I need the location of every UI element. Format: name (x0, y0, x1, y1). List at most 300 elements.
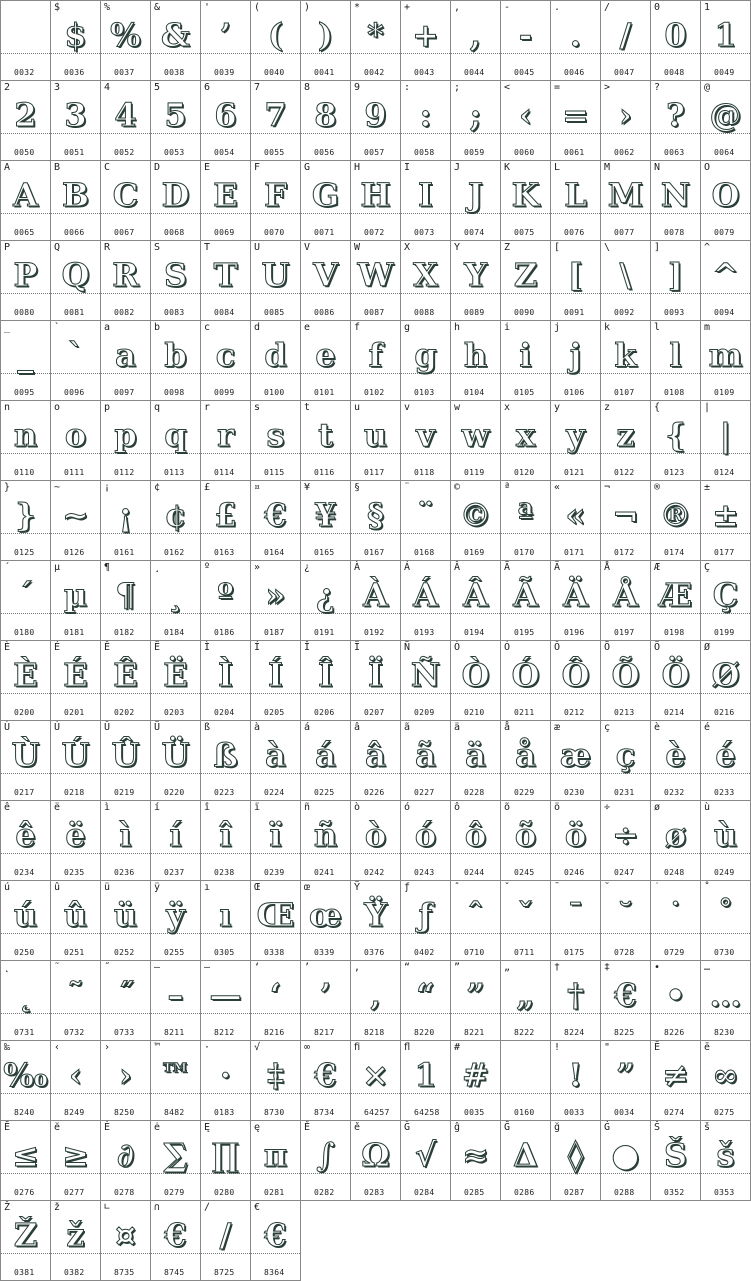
glyph-preview: w (461, 416, 490, 454)
glyph-character-label: ﬂ (404, 1042, 411, 1053)
glyph-code: 0119 (464, 468, 485, 477)
glyph-character-label: Ÿ (354, 882, 361, 893)
glyph-preview: c (215, 336, 236, 374)
glyph-character-label: ç (604, 722, 611, 733)
glyph-code: 0338 (264, 948, 285, 957)
glyph-character-label: ® (654, 482, 661, 493)
glyph-character-label: o (54, 402, 61, 413)
glyph-preview: Ù (11, 736, 40, 774)
glyph-code: 64258 (414, 1108, 440, 1117)
glyph-character-label: Ĝ (404, 1122, 411, 1133)
glyph-code: 0123 (664, 468, 685, 477)
glyph-preview: Ÿ (364, 896, 387, 934)
glyph-code: 8226 (664, 1028, 685, 1037)
glyph-preview: - (518, 16, 533, 54)
glyph-character-label: Õ (604, 642, 611, 653)
glyph-preview: * (367, 16, 384, 54)
glyph-character-label: – (154, 962, 161, 973)
glyph-code: 0038 (164, 68, 185, 77)
glyph-cell (301, 1121, 351, 1201)
glyph-preview: f (368, 336, 383, 374)
glyph-cell (651, 481, 701, 561)
glyph-preview: ú (13, 896, 38, 934)
glyph-preview: ∏ (212, 1136, 239, 1174)
glyph-character-label: . (554, 2, 561, 13)
glyph-code: 8250 (114, 1108, 135, 1117)
glyph-code: 0037 (114, 68, 135, 77)
glyph-code: 0216 (714, 708, 735, 717)
glyph-cell (651, 321, 701, 401)
glyph-cell (101, 1121, 151, 1201)
glyph-preview: T (213, 256, 238, 294)
glyph-character-label: È (4, 642, 11, 653)
glyph-character-label: % (104, 2, 111, 13)
glyph-cell (551, 641, 601, 721)
glyph-character-label: » (254, 562, 261, 573)
glyph-cell (651, 801, 701, 881)
glyph-preview: E (213, 176, 238, 214)
glyph-cell (101, 1201, 151, 1281)
glyph-code: 0064 (714, 148, 735, 157)
glyph-cell (151, 161, 201, 241)
glyph-preview: q (164, 416, 187, 454)
glyph-preview: | (719, 416, 732, 454)
glyph-code: 0032 (14, 68, 35, 77)
glyph-character-label: q (154, 402, 161, 413)
glyph-character-label: X (404, 242, 411, 253)
glyph-cell (51, 961, 101, 1041)
glyph-preview: 8 (314, 96, 337, 134)
glyph-cell (1, 881, 51, 961)
glyph-cell (51, 1201, 101, 1281)
glyph-preview: 5 (164, 96, 187, 134)
glyph-cell (601, 801, 651, 881)
glyph-preview: ` (67, 336, 84, 374)
glyph-code: 0118 (414, 468, 435, 477)
glyph-cell (651, 641, 701, 721)
glyph-character-label: Ñ (404, 642, 411, 653)
glyph-code: 0181 (64, 628, 85, 637)
glyph-preview: % (110, 16, 141, 54)
glyph-preview: ? (666, 96, 685, 134)
glyph-character-label: — (204, 962, 211, 973)
glyph-code: 0305 (214, 948, 235, 957)
glyph-code: 0162 (164, 548, 185, 557)
glyph-preview: ß (213, 736, 238, 774)
glyph-code: 0116 (314, 468, 335, 477)
glyph-character-label: Ê (104, 642, 111, 653)
glyph-code: 0210 (464, 708, 485, 717)
glyph-preview: ® (659, 496, 692, 534)
glyph-character-label: J (454, 162, 461, 173)
glyph-cell (201, 481, 251, 561)
glyph-code: 0255 (164, 948, 185, 957)
glyph-preview: ≈ (462, 1136, 489, 1174)
glyph-character-label: m (704, 322, 711, 333)
glyph-cell (1, 481, 51, 561)
glyph-cell (601, 161, 651, 241)
glyph-code: 0104 (464, 388, 485, 397)
glyph-code: 0084 (214, 308, 235, 317)
glyph-character-label: ˇ (504, 882, 511, 893)
glyph-preview: Ì (218, 656, 233, 694)
glyph-character-label: ¡ (104, 482, 111, 493)
glyph-preview: ª (517, 496, 534, 534)
glyph-cell (351, 641, 401, 721)
glyph-code: 8224 (564, 1028, 585, 1037)
glyph-cell (501, 1121, 551, 1201)
glyph-cell (101, 721, 151, 801)
glyph-preview: ¬ (612, 496, 639, 534)
glyph-cell (201, 961, 251, 1041)
glyph-code: 0201 (64, 708, 85, 717)
glyph-cell (501, 561, 551, 641)
glyph-code: 0115 (264, 468, 285, 477)
glyph-character-label: ğ (554, 1122, 561, 1133)
glyph-character-label: ) (304, 2, 311, 13)
glyph-preview: . (569, 16, 582, 54)
glyph-preview: m (708, 336, 743, 374)
glyph-character-label: u (354, 402, 361, 413)
glyph-code: 0108 (664, 388, 685, 397)
glyph-character-label: í (154, 802, 161, 813)
glyph-code: 0092 (614, 308, 635, 317)
glyph-cell (551, 961, 601, 1041)
glyph-character-label: Ù (4, 722, 11, 733)
glyph-preview: ∞ (712, 1056, 739, 1094)
glyph-preview: ~ (62, 496, 89, 534)
glyph-preview: O (711, 176, 740, 214)
glyph-preview: 6 (214, 96, 237, 134)
glyph-cell (101, 401, 151, 481)
glyph-preview: ì (119, 816, 132, 854)
glyph-cell (1, 1041, 51, 1121)
glyph-cell (151, 561, 201, 641)
glyph-code: 0249 (714, 868, 735, 877)
glyph-preview: , (469, 16, 482, 54)
glyph-code: 0274 (664, 1108, 685, 1117)
glyph-preview: ¡ (118, 496, 133, 534)
glyph-code: 0171 (564, 548, 585, 557)
glyph-character-label: ı (204, 882, 211, 893)
glyph-code: 0711 (514, 948, 535, 957)
glyph-cell (151, 1, 201, 81)
glyph-character-label: x (504, 402, 511, 413)
glyph-code: 0112 (114, 468, 135, 477)
glyph-cell (451, 81, 501, 161)
glyph-preview: ” (466, 976, 485, 1014)
glyph-code: 0093 (664, 308, 685, 317)
glyph-character-label: ė (154, 1122, 161, 1133)
glyph-code: 8221 (464, 1028, 485, 1037)
glyph-code: 0048 (664, 68, 685, 77)
glyph-code: 0070 (264, 228, 285, 237)
glyph-preview: } (15, 496, 36, 534)
glyph-cell (501, 321, 551, 401)
glyph-code: 0236 (114, 868, 135, 877)
glyph-character-label: k (604, 322, 611, 333)
glyph-cell (701, 161, 751, 241)
glyph-preview: π (263, 1136, 288, 1174)
glyph-code: 0056 (314, 148, 335, 157)
glyph-character-label: / (604, 2, 611, 13)
glyph-character-label: ‚ (354, 962, 361, 973)
glyph-character-label: ï (254, 802, 261, 813)
glyph-code: 0174 (664, 548, 685, 557)
glyph-preview: B (61, 176, 90, 214)
glyph-preview: Y (464, 256, 487, 294)
glyph-preview: i (519, 336, 532, 374)
glyph-code: 0286 (514, 1188, 535, 1197)
glyph-preview: Ø (711, 656, 740, 694)
glyph-character-label: O (704, 162, 711, 173)
glyph-code: 0280 (214, 1188, 235, 1197)
glyph-code: 0043 (414, 68, 435, 77)
glyph-cell (51, 641, 101, 721)
glyph-character-label: n (4, 402, 11, 413)
glyph-preview: à (265, 736, 286, 774)
glyph-preview: 1 (414, 1056, 437, 1094)
glyph-preview: ô (464, 816, 487, 854)
glyph-code: 0283 (364, 1188, 385, 1197)
glyph-character-label: 0 (654, 2, 661, 13)
glyph-cell (251, 321, 301, 401)
glyph-code: 0085 (264, 308, 285, 317)
glyph-cell (401, 1121, 451, 1201)
glyph-code: 0099 (214, 388, 235, 397)
glyph-cell (201, 401, 251, 481)
glyph-character-label: Æ (654, 562, 661, 573)
glyph-preview: í (169, 816, 182, 854)
glyph-character-label: B (54, 162, 61, 173)
glyph-preview: ( (267, 16, 284, 54)
glyph-preview: ˚ (717, 896, 734, 934)
glyph-code: 0284 (414, 1188, 435, 1197)
glyph-cell (551, 1121, 601, 1201)
glyph-code: 0710 (464, 948, 485, 957)
glyph-cell (701, 1, 751, 81)
glyph-cell (1, 561, 51, 641)
glyph-character-label: " (604, 1042, 611, 1053)
glyph-cell (251, 401, 301, 481)
glyph-cell (151, 1041, 201, 1121)
glyph-code: 0061 (564, 148, 585, 157)
glyph-cell (301, 481, 351, 561)
glyph-cell (601, 401, 651, 481)
glyph-cell (351, 481, 401, 561)
glyph-preview: ¤ (115, 1216, 136, 1254)
glyph-code: 0353 (714, 1188, 735, 1197)
glyph-preview: º (217, 576, 234, 614)
glyph-preview: z (616, 416, 635, 454)
glyph-preview: o (64, 416, 87, 454)
baseline-guide (501, 1093, 550, 1094)
glyph-character-label: a (104, 322, 111, 333)
glyph-code: 0225 (314, 788, 335, 797)
glyph-cell (501, 81, 551, 161)
glyph-cell (301, 961, 351, 1041)
glyph-character-label: ¤ (254, 482, 261, 493)
glyph-character-label: ß (204, 722, 211, 733)
glyph-character-label: Û (104, 722, 111, 733)
glyph-cell (401, 881, 451, 961)
glyph-code: 0248 (664, 868, 685, 877)
glyph-preview: Å (613, 576, 638, 614)
glyph-preview: ● (611, 1136, 640, 1174)
glyph-preview: Z (513, 256, 538, 294)
glyph-preview: √ (414, 1136, 437, 1174)
glyph-cell (501, 1041, 551, 1121)
glyph-preview: Í (268, 656, 283, 694)
glyph-code: 0109 (714, 388, 735, 397)
glyph-cell (251, 161, 301, 241)
glyph-character-label: ˆ (454, 882, 461, 893)
glyph-character-label: € (254, 1202, 261, 1213)
glyph-preview: 3 (64, 96, 87, 134)
glyph-cell (551, 401, 601, 481)
glyph-character-label: ë (54, 802, 61, 813)
glyph-cell (451, 401, 501, 481)
glyph-code: 0036 (64, 68, 85, 77)
glyph-preview: — (209, 976, 242, 1014)
glyph-character-label: ñ (304, 802, 311, 813)
glyph-code: 0057 (364, 148, 385, 157)
glyph-character-label: Ē (654, 1042, 661, 1053)
glyph-preview: Õ (611, 656, 640, 694)
glyph-preview: æ (559, 736, 592, 774)
glyph-preview: \ (619, 256, 632, 294)
glyph-preview: ˝ (117, 976, 134, 1014)
glyph-character-label: ∞ (304, 1042, 311, 1053)
glyph-cell (701, 1041, 751, 1121)
glyph-code: 0114 (214, 468, 235, 477)
glyph-character-label: e (304, 322, 311, 333)
glyph-preview: = (562, 96, 589, 134)
glyph-preview: ‡ (267, 1056, 284, 1094)
glyph-character-label: ` (54, 322, 61, 333)
glyph-preview: ä (465, 736, 486, 774)
glyph-code: 0214 (664, 708, 685, 717)
glyph-preview: [ (567, 256, 584, 294)
glyph-character-label: à (254, 722, 261, 733)
glyph-code: 0729 (664, 948, 685, 957)
glyph-cell (1, 801, 51, 881)
glyph-code: 0227 (414, 788, 435, 797)
glyph-character-label: ¥ (304, 482, 311, 493)
glyph-code: 0278 (114, 1188, 135, 1197)
glyph-character-label: Ó (504, 642, 511, 653)
glyph-cell (251, 721, 301, 801)
glyph-cell (351, 401, 401, 481)
glyph-character-label: ∟ (104, 1202, 111, 1213)
glyph-preview: Q (61, 256, 90, 294)
glyph-character-label: è (654, 722, 661, 733)
glyph-code: 0122 (614, 468, 635, 477)
glyph-cell (401, 801, 451, 881)
glyph-code: 0339 (314, 948, 335, 957)
glyph-character-label: ^ (704, 242, 711, 253)
glyph-cell (1, 1201, 51, 1281)
glyph-code: 64257 (364, 1108, 390, 1117)
glyph-code: 0402 (414, 948, 435, 957)
glyph-cell (551, 161, 601, 241)
glyph-character-label: \ (604, 242, 611, 253)
glyph-character-label: · (204, 1042, 211, 1053)
glyph-character-label: $ (54, 2, 61, 13)
glyph-character-label: † (554, 962, 561, 973)
glyph-code: 0197 (614, 628, 635, 637)
glyph-code: 0165 (314, 548, 335, 557)
glyph-cell (451, 641, 501, 721)
glyph-preview: L (564, 176, 587, 214)
glyph-preview: X (413, 256, 438, 294)
glyph-cell (601, 81, 651, 161)
glyph-code: 0223 (214, 788, 235, 797)
glyph-character-label: ? (654, 82, 661, 93)
glyph-code: 0202 (114, 708, 135, 717)
glyph-preview: Ó (511, 656, 540, 694)
glyph-character-label: ø (654, 802, 661, 813)
glyph-preview: ’ (319, 976, 332, 1014)
glyph-code: 0213 (614, 708, 635, 717)
glyph-code: 8364 (264, 1268, 285, 1277)
glyph-character-label: š (704, 1122, 711, 1133)
glyph-code: 0053 (164, 148, 185, 157)
glyph-character-label: V (304, 242, 311, 253)
glyph-code: 0220 (164, 788, 185, 797)
glyph-code: 0218 (64, 788, 85, 797)
glyph-code: 0117 (364, 468, 385, 477)
glyph-code: 0224 (264, 788, 285, 797)
glyph-preview: ´ (17, 576, 34, 614)
glyph-character-label: , (454, 2, 461, 13)
glyph-code: 0103 (414, 388, 435, 397)
glyph-cell (201, 1, 251, 81)
glyph-preview: ç (615, 736, 636, 774)
glyph-cell (251, 1121, 301, 1201)
glyph-character-label: ¶ (104, 562, 111, 573)
glyph-code: 0039 (214, 68, 235, 77)
glyph-cell (501, 721, 551, 801)
glyph-character-label: Ġ (604, 1122, 611, 1133)
glyph-code: 0089 (464, 308, 485, 317)
glyph-code: 0050 (14, 148, 35, 157)
glyph-code: 0277 (64, 1188, 85, 1197)
glyph-cell (101, 1041, 151, 1121)
glyph-code: 0095 (14, 388, 35, 397)
glyph-character-label: ‡ (604, 962, 611, 973)
glyph-code: 0177 (714, 548, 735, 557)
glyph-code: 0730 (714, 948, 735, 957)
glyph-character-label: c (204, 322, 211, 333)
glyph-character-label: Ò (454, 642, 461, 653)
glyph-character-label: K (504, 162, 511, 173)
glyph-code: 8730 (264, 1108, 285, 1117)
glyph-cell (601, 561, 651, 641)
glyph-character-label: G (304, 162, 311, 173)
glyph-code: 0101 (314, 388, 335, 397)
glyph-preview: … (709, 976, 742, 1014)
glyph-code: 8745 (164, 1268, 185, 1277)
glyph-cell (101, 961, 151, 1041)
glyph-character-label: | (704, 402, 711, 413)
glyph-code: 0184 (164, 628, 185, 637)
glyph-preview: ‚ (369, 976, 382, 1014)
glyph-cell (601, 721, 651, 801)
glyph-preview: Ü (161, 736, 190, 774)
glyph-preview: © (459, 496, 492, 534)
glyph-preview: ∑ (163, 1136, 188, 1174)
